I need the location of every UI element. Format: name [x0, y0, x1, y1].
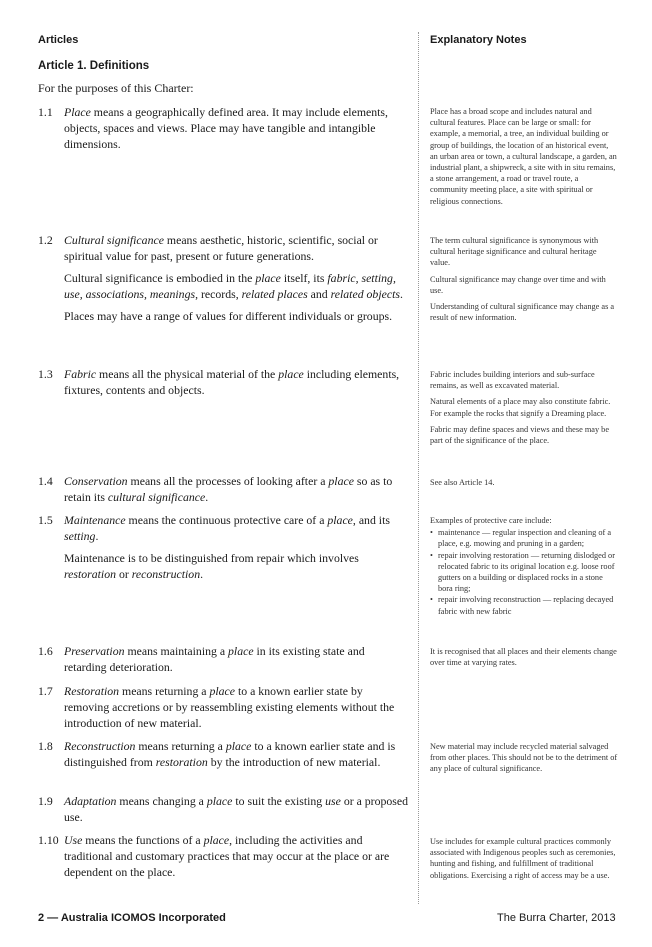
text-run: place [203, 833, 230, 847]
text-run: place [206, 794, 233, 808]
definition-1-1 [38, 104, 410, 158]
text-run: reconstruction [131, 567, 201, 581]
note-1-8 [430, 741, 618, 780]
definition-term: Restoration [64, 684, 120, 698]
text-run: place [327, 513, 353, 527]
text-run: place [278, 367, 304, 381]
text-run: fabric, setting, use, associations, meanings [64, 271, 396, 301]
text-run: including elements, fixtures, contents and objects. [64, 367, 400, 397]
text-run: means changing a [116, 794, 207, 808]
text-run: means maintaining a [124, 644, 229, 658]
note-1-6 [430, 646, 618, 673]
note-text: Natural elements of a place may also constitute fabric. For example the rocks that signify a Dreaming place. [430, 397, 611, 418]
text-run: . [399, 287, 403, 301]
definition-1-3 [38, 366, 410, 404]
definition-text: means a geographically defined area. It may include elements, objects, spaces and views. Place may have tangible and intangible dimensions. [64, 105, 388, 151]
definition-term: Adaptation [64, 794, 117, 808]
text-run: restoration [64, 567, 116, 581]
note-1-10 [430, 836, 618, 886]
note-text: See also Article 14. [430, 478, 495, 487]
text-run: , records, [195, 287, 242, 301]
text-run: Cultural significance is embodied in the [64, 271, 256, 285]
definition-number: 1.3 [38, 367, 53, 381]
footer-document-title: The Burra Charter, 2013 [497, 912, 616, 924]
definition-term: Fabric [64, 367, 97, 381]
explanatory-notes-heading: Explanatory Notes [430, 34, 527, 46]
definition-text: Places may have a range of values for different individuals or groups. [64, 309, 393, 323]
list-item: • maintenance — regular inspection and cleaning of a place, e.g. mowing and pruning in a garden; [438, 527, 618, 549]
text-run: to suit the existing [232, 794, 326, 808]
text-run: setting [64, 529, 96, 543]
note-text: Examples of protective care include: [430, 516, 552, 525]
text-run: means the functions of a [82, 833, 204, 847]
text-run: means the continuous protective care of a [125, 513, 328, 527]
note-text: Place has a broad scope and includes natural and cultural features. Place can be large or small: for example, a memorial, a tree, an individual building or group of buildings, the location of an historical event, an urban area or town, a cultural landscape, a garden, an industrial plant, a shipwreck, a site with in situ remains, a stone arrangement, a road or travel route, a community meeting place, a site with spiritual or religious connections. [430, 107, 617, 206]
text-run: in its existing state and retarding deterioration. [64, 644, 365, 674]
definition-number: 1.2 [38, 233, 53, 247]
definition-number: 1.9 [38, 794, 53, 808]
text-run: place [328, 474, 354, 488]
definition-1-8 [38, 738, 410, 776]
text-run: , and its [352, 513, 390, 527]
definition-term: Cultural significance [64, 233, 164, 247]
column-divider [418, 32, 419, 904]
definition-1-7 [38, 683, 410, 737]
definition-1-5 [38, 512, 410, 588]
definition-term: Use [64, 833, 83, 847]
definition-1-4 [38, 473, 410, 511]
definition-term: Preservation [64, 644, 125, 658]
text-run: place [209, 684, 236, 698]
text-run: or a proposed use. [64, 794, 409, 824]
definition-number: 1.1 [38, 105, 53, 119]
definition-term: Maintenance [64, 513, 126, 527]
text-run: related places [241, 287, 308, 301]
text-run: or [116, 567, 132, 581]
article-title: Article 1. Definitions [38, 60, 150, 72]
text-run: . [200, 567, 204, 581]
definition-number: 1.6 [38, 644, 53, 658]
note-text: The term cultural significance is synonymous with cultural heritage significance and cultural heritage value. [430, 236, 599, 268]
note-text: Cultural significance may change over time and with use. [430, 274, 606, 295]
text-run: use [325, 794, 341, 808]
text-run: place [225, 739, 252, 753]
definition-number: 1.8 [38, 739, 53, 753]
definition-1-6 [38, 643, 410, 681]
definition-term: Reconstruction [64, 739, 136, 753]
text-run: . [95, 529, 99, 543]
note-text: Fabric may define spaces and views and these may be part of the significance of the place. [430, 424, 610, 446]
text-run: Maintenance is to be distinguished from repair which involves [64, 551, 359, 565]
text-run: , including the activities and traditional and customary practices that may occur at the place or are dependent on the place. [64, 833, 390, 879]
text-run: . [205, 490, 209, 504]
text-run: to a known earlier state by removing accretions or by reassembling existing elements without the introduction of new material. [64, 684, 395, 730]
note-text: New material may include recycled material salvaged from other places. This should not be to the detriment of any place of cultural significance. [430, 742, 618, 774]
text-run: place [228, 644, 254, 658]
definition-number: 1.10 [38, 833, 59, 847]
text-run: and [307, 287, 331, 301]
definition-number: 1.5 [38, 513, 53, 527]
text-run: cultural significance [107, 490, 206, 504]
text-run: means returning a [135, 739, 226, 753]
definition-1-10 [38, 832, 410, 886]
text-run: so as to retain its [64, 474, 393, 504]
note-1-5 [430, 515, 618, 617]
text-run: to a known earlier state and is distinguished from [64, 739, 396, 769]
intro-text: For the purposes of this Charter: [38, 81, 194, 95]
text-run: restoration [155, 755, 208, 769]
text-run: by the introduction of new material. [207, 755, 381, 769]
note-1-2 [430, 235, 618, 328]
definition-term: Conservation [64, 474, 128, 488]
note-text: Fabric includes building interiors and sub-surface remains, as well as excavated material. [430, 370, 595, 391]
list-item: • repair involving reconstruction — replacing decayed fabric with new fabric [438, 594, 618, 616]
definition-number: 1.4 [38, 474, 53, 488]
footer-page-label: 2 — Australia ICOMOS Incorporated [38, 912, 226, 924]
text-run: means returning a [119, 684, 210, 698]
text-run: means all the physical material of the [96, 367, 279, 381]
note-text: It is recognised that all places and their elements change over time at varying rates. [430, 647, 617, 668]
text-run: itself, its [280, 271, 328, 285]
note-text: Understanding of cultural significance may change as a result of new information. [430, 302, 615, 323]
note-text: Use includes for example cultural practices commonly associated with Indigenous peoples such as ceremonies, hunting and fishing, and fulfillment of traditional obligations. Exercising a right of access may be a use. [430, 837, 616, 880]
protective-care-list [430, 527, 618, 617]
text-run: means all the processes of looking after a [127, 474, 329, 488]
definition-text: means aesthetic, historic, scientific, social or spiritual value for past, present or future generations. [64, 233, 378, 263]
note-1-1 [430, 106, 618, 212]
note-1-3 [430, 369, 618, 451]
definition-number: 1.7 [38, 684, 53, 698]
definition-1-2 [38, 232, 410, 330]
definition-1-9 [38, 793, 410, 831]
articles-heading: Articles [38, 34, 79, 46]
text-run: place [255, 271, 281, 285]
text-run: related objects [330, 287, 400, 301]
list-item: • repair involving restoration — returning dislodged or relocated fabric to its original location e.g. loose roof gutters on a building or displaced rocks in a stone bora ring; [438, 550, 618, 595]
definition-term: Place [64, 105, 91, 119]
note-1-4 [430, 477, 618, 493]
